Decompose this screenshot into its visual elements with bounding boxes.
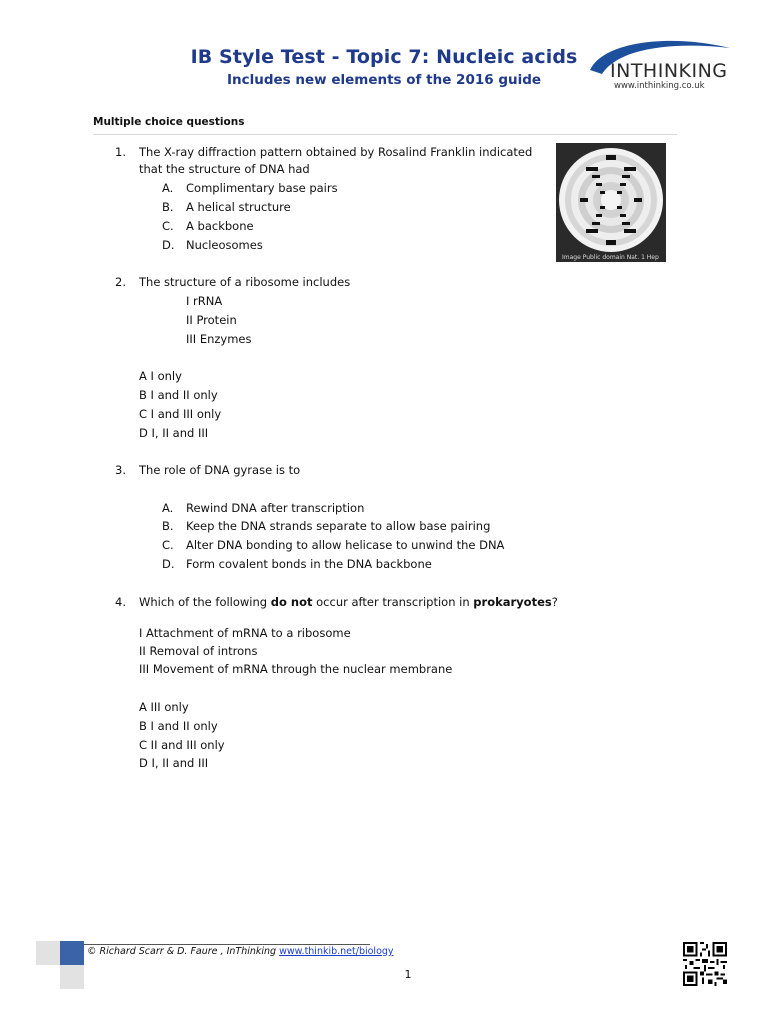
- document-title: IB Style Test - Topic 7: Nucleic acids: [190, 46, 578, 68]
- option-text: Rewind DNA after transcription: [186, 501, 365, 515]
- option-text: Alter DNA bonding to allow helicase to unwind the DNA: [186, 538, 505, 552]
- stem-text: occur after transcription in: [312, 595, 474, 609]
- option-text: Complimentary base pairs: [186, 181, 338, 195]
- qr-code-icon: [683, 942, 727, 986]
- answer-option: D I, II and III: [139, 426, 209, 440]
- option-text: A helical structure: [186, 200, 291, 214]
- statement-item: III Movement of mRNA through the nuclear membrane: [139, 662, 453, 676]
- option-letter: B.: [162, 519, 174, 533]
- option-text: Nucleosomes: [186, 238, 263, 252]
- option-text: A backbone: [186, 219, 254, 233]
- question-stem: The role of DNA gyrase is to: [139, 463, 301, 477]
- section-label: Multiple choice questions: [93, 116, 245, 128]
- inthinking-logo: [584, 34, 734, 100]
- question-stem: that the structure of DNA had: [139, 162, 310, 176]
- footer-square: [36, 941, 60, 965]
- xray-diffraction-image: [556, 143, 666, 262]
- answer-option: C I and III only: [139, 407, 222, 421]
- answer-option: D I, II and III: [139, 756, 209, 770]
- footer-credit: [87, 946, 394, 957]
- statement-item: II Protein: [186, 313, 237, 327]
- option-letter: A.: [162, 181, 174, 195]
- option-letter: C.: [162, 538, 174, 552]
- answer-option: B I and II only: [139, 388, 218, 402]
- option-letter: C.: [162, 219, 174, 233]
- option-letter: A.: [162, 501, 174, 515]
- xray-pattern-icon: [556, 143, 666, 262]
- footer-square-blue: [60, 941, 84, 965]
- question-stem: The structure of a ribosome includes: [139, 275, 351, 289]
- section-divider: [93, 134, 677, 135]
- question-number: 4.: [115, 595, 126, 609]
- logo-url: www.inthinking.co.uk: [614, 81, 705, 91]
- statement-item: III Enzymes: [186, 332, 252, 346]
- answer-option: B I and II only: [139, 719, 218, 733]
- image-caption: Image Public domain Nat. 1 Hep: [562, 254, 659, 261]
- page-number: 1: [404, 968, 412, 981]
- question-number: 3.: [115, 463, 126, 477]
- document-subtitle: Includes new elements of the 2016 guide: [226, 72, 542, 88]
- question-stem: The X-ray diffraction pattern obtained by Rosalind Franklin indicated: [139, 145, 533, 159]
- footer-credit-text: © Richard Scarr & D. Faure , InThinking: [87, 946, 280, 957]
- stem-emphasis: do not: [270, 595, 313, 609]
- option-letter: D.: [162, 238, 175, 252]
- option-text: Form covalent bonds in the DNA backbone: [186, 557, 432, 571]
- statement-item: I Attachment of mRNA to a ribosome: [139, 626, 351, 640]
- footer-rule: [83, 944, 370, 945]
- statement-item: II Removal of introns: [139, 644, 258, 658]
- option-text: Keep the DNA strands separate to allow base pairing: [186, 519, 491, 533]
- stem-emphasis: prokaryotes: [473, 595, 552, 609]
- question-number: 2.: [115, 275, 126, 289]
- answer-option: A I only: [139, 369, 182, 383]
- logo-wordmark: INTHINKING: [610, 60, 728, 82]
- footer-link[interactable]: www.thinkib.net/biology: [279, 946, 394, 957]
- option-letter: D.: [162, 557, 175, 571]
- answer-option: A III only: [139, 700, 189, 714]
- statement-item: I rRNA: [186, 294, 223, 308]
- question-number: 1.: [115, 145, 126, 159]
- option-letter: B.: [162, 200, 174, 214]
- stem-text: ?: [551, 595, 558, 609]
- answer-option: C II and III only: [139, 738, 225, 752]
- question-stem: [139, 595, 558, 610]
- stem-text: Which of the following: [139, 595, 271, 609]
